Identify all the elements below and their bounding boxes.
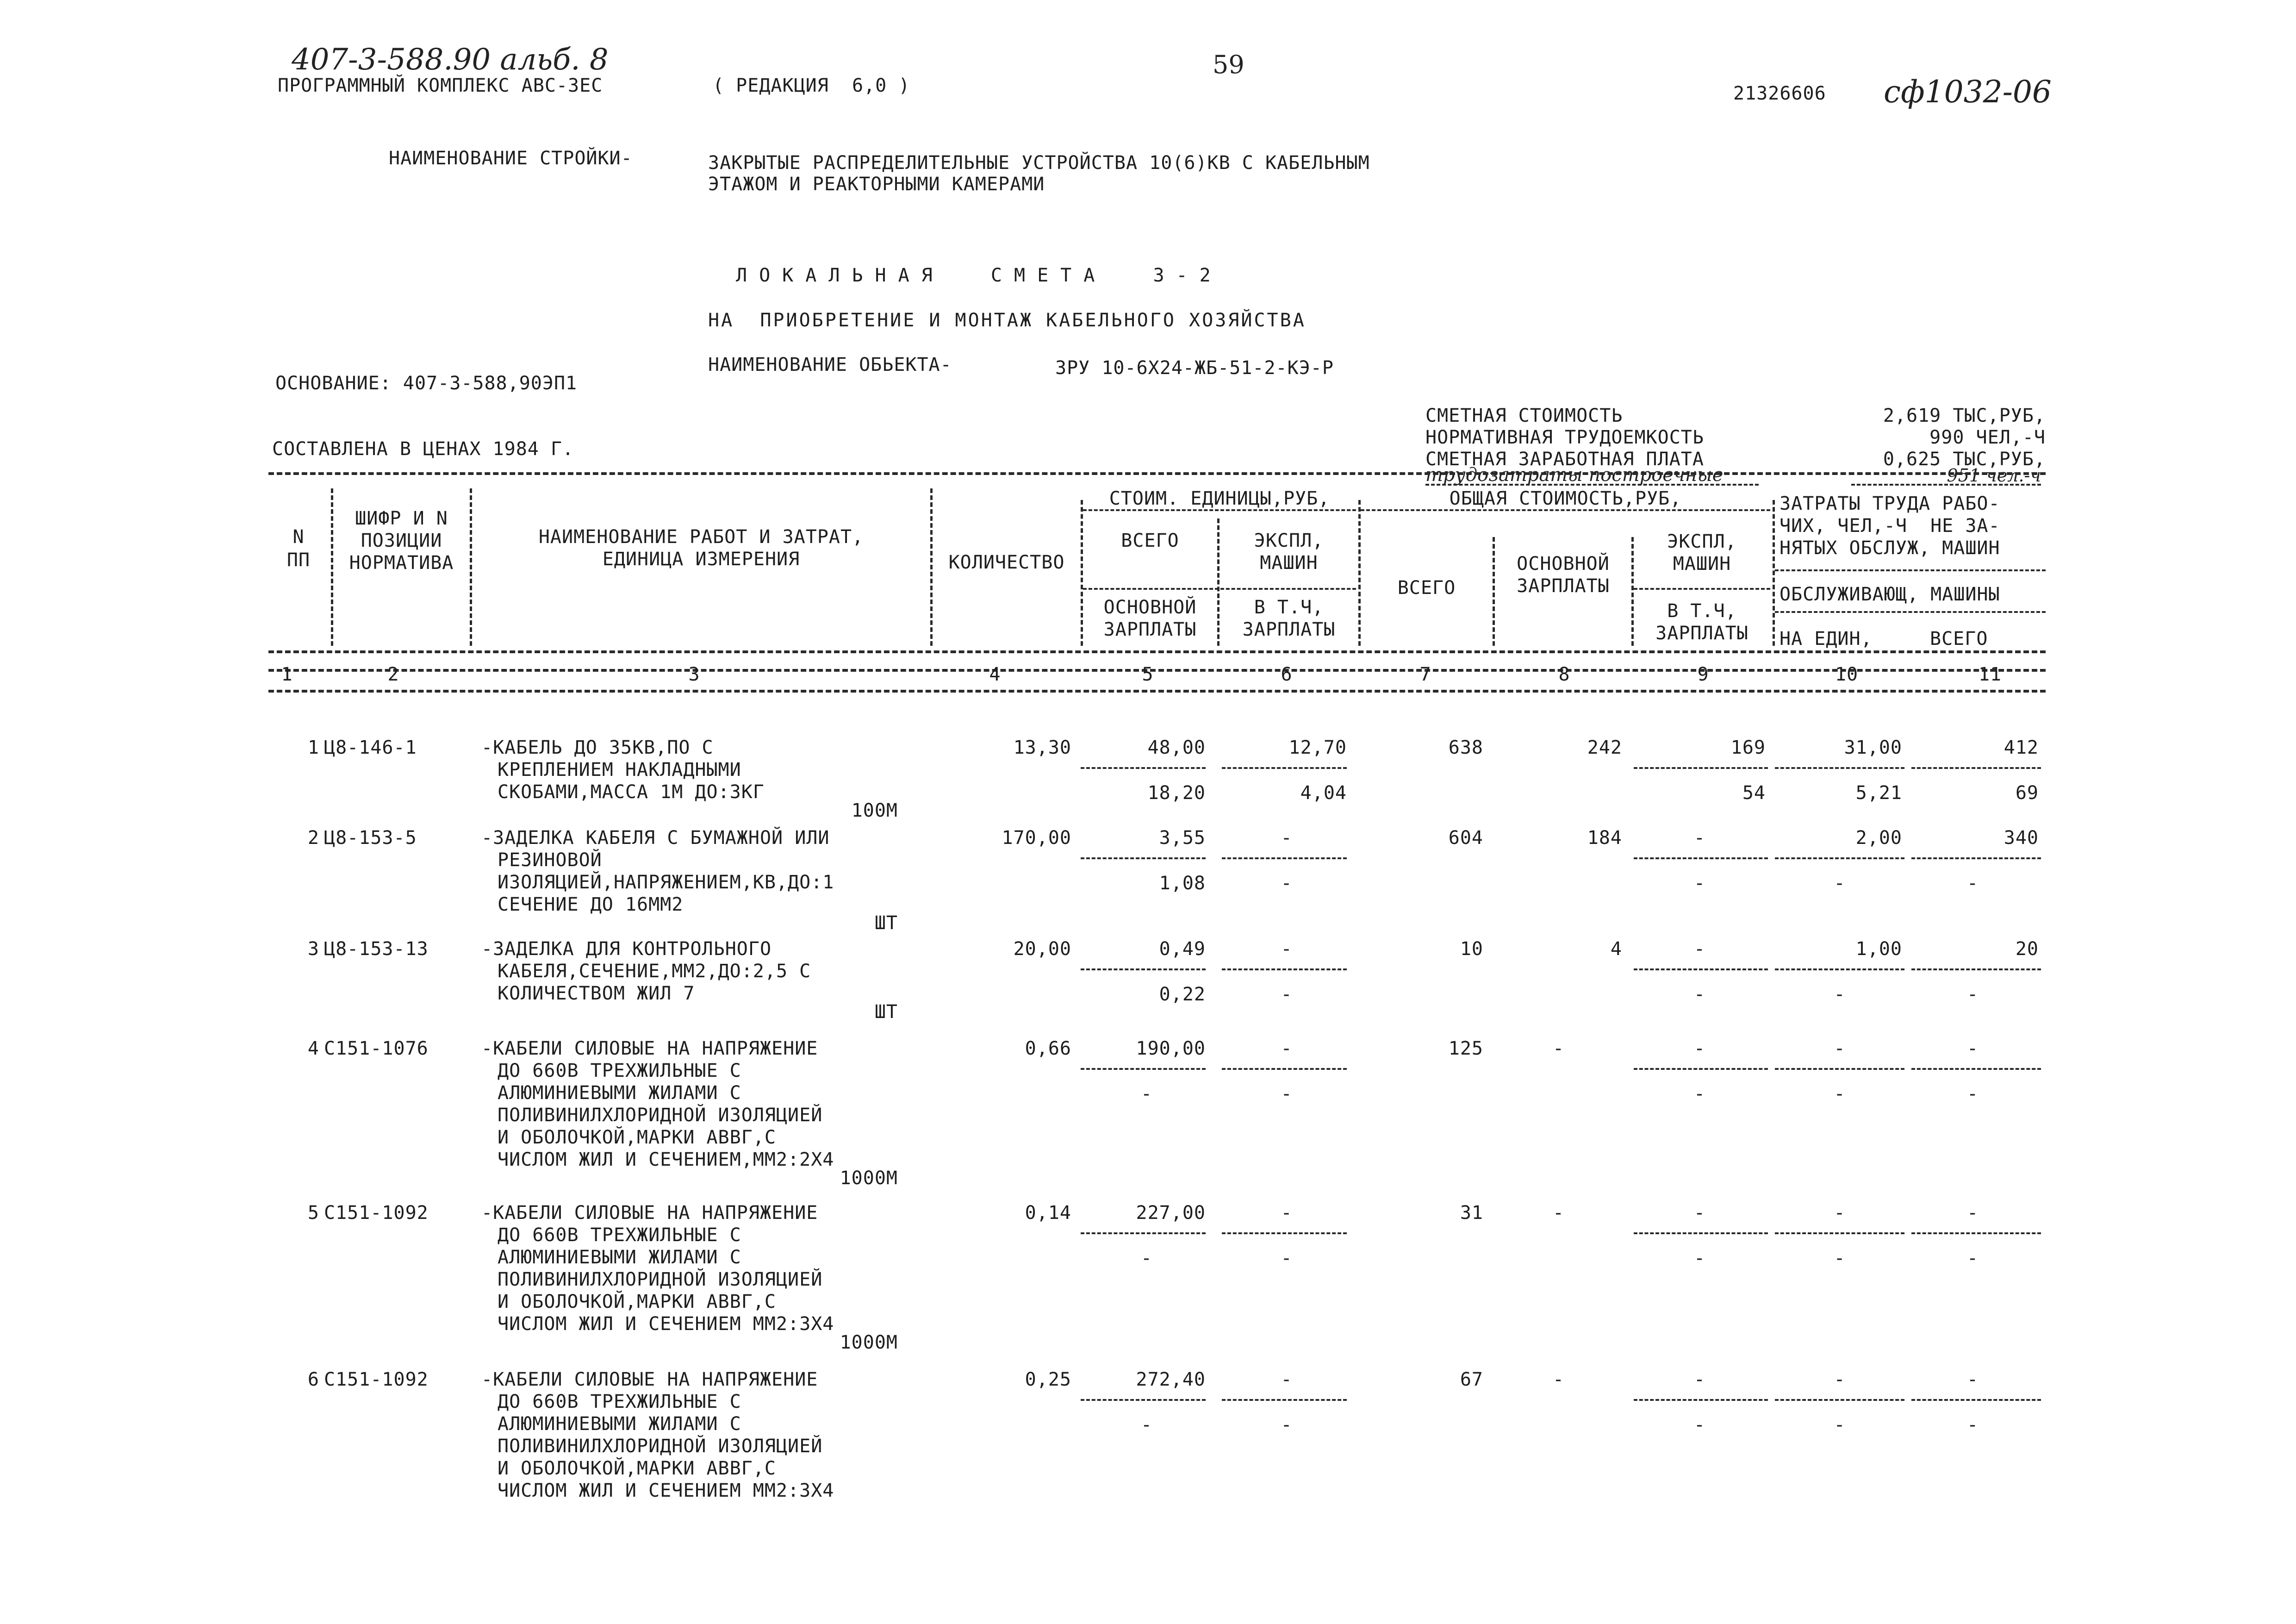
row-labor-unit: 1,00 <box>1855 938 1902 960</box>
row-labor-total-rule <box>1911 968 2041 970</box>
row-mach-labor-unit: - <box>1834 1083 1846 1105</box>
row-labor-unit-rule <box>1775 1068 1904 1070</box>
labor-head-line2: ЧИХ, ЧЕЛ,-Ч НЕ ЗА- <box>1780 515 2000 537</box>
row-unit-total: 3,55 <box>1159 827 1206 849</box>
labor-head-total: ВСЕГО <box>1930 628 1988 650</box>
summary-label-cost: СМЕТНАЯ СТОИМОСТЬ <box>1425 405 1623 426</box>
row-labor-unit: 2,00 <box>1855 827 1902 849</box>
row-quantity: 20,00 <box>1013 938 1071 960</box>
row-mach-labor-total: - <box>1966 984 1979 1005</box>
row-unit-mach-rule <box>1222 857 1347 859</box>
row-name-line: -КАБЕЛИ СИЛОВЫЕ НА НАПРЯЖЕНИЕ <box>481 1369 818 1390</box>
row-name-line: ЧИСЛОМ ЖИЛ И СЕЧЕНИЕМ ММ2:3Х4 <box>498 1313 834 1335</box>
col-number-5: 5 <box>1142 664 1154 685</box>
col-number-6: 6 <box>1281 664 1293 685</box>
row-total-wage: - <box>1552 1038 1565 1059</box>
row-total: 67 <box>1460 1369 1483 1390</box>
row-unit-mach-wage: - <box>1281 1083 1293 1105</box>
col-number-3: 3 <box>688 664 700 685</box>
header-numbers-rule-2 <box>268 690 2046 693</box>
row-number: 4 <box>307 1038 319 1059</box>
row-unit-mach-wage: - <box>1281 1414 1293 1436</box>
row-name-line: И ОБОЛОЧКОЙ,МАРКИ АВВГ,С <box>498 1458 776 1479</box>
row-total-mach-wage: - <box>1693 1414 1706 1436</box>
unit-cost-mid-rule <box>1083 588 1356 590</box>
total-cost-underline <box>1361 509 1770 511</box>
row-unit-rule <box>1081 968 1206 970</box>
summary-value-handwritten: 951 чел.-ч <box>1947 465 2041 486</box>
col4-head: КОЛИЧЕСТВО <box>948 552 1065 573</box>
col5-head-wage2: ЗАРПЛАТЫ <box>1103 619 1197 640</box>
row-total-machines: - <box>1693 1038 1706 1059</box>
row-number: 2 <box>307 827 319 849</box>
row-number: 1 <box>307 737 319 758</box>
page-number: 59 <box>1213 50 1244 79</box>
estimate-title: ЛОКАЛЬНАЯ СМЕТА 3-2 <box>736 265 1223 286</box>
labor-head-line4: ОБСЛУЖИВАЮЩ, МАШИНЫ <box>1780 584 2000 605</box>
col2-head-line2: ПОЗИЦИИ <box>361 530 442 551</box>
project-label: НАИМЕНОВАНИЕ СТРОЙКИ- <box>389 148 633 169</box>
row-unit-machines: - <box>1281 1038 1293 1059</box>
row-unit-mach-wage: - <box>1281 873 1293 894</box>
row-unit-wage: 18,20 <box>1147 782 1206 804</box>
row-unit-machines: - <box>1281 1369 1293 1390</box>
summary-value-cost: 2,619 ТЫС,РУБ, <box>1883 405 2046 426</box>
estimate-basis: ОСНОВАНИЕ: 407-3-588,90ЭП1 <box>275 373 578 394</box>
row-labor-unit-rule <box>1775 767 1904 769</box>
row-total-mach-rule <box>1634 767 1768 769</box>
labor-head-per-unit: НА ЕДИН, <box>1780 628 1873 650</box>
col6-head-line3: В Т.Ч, <box>1254 597 1324 618</box>
col5-head-total: ВСЕГО <box>1121 530 1179 551</box>
row-labor-total: - <box>1966 1038 1979 1059</box>
row-unit-wage: 0,22 <box>1159 984 1206 1005</box>
col8-head-line2: ЗАРПЛАТЫ <box>1517 575 1610 597</box>
row-labor-unit-rule <box>1775 857 1904 859</box>
row-total: 638 <box>1448 737 1483 758</box>
col-divider-9 <box>1773 500 1775 646</box>
row-code: С151-1076 <box>324 1038 429 1059</box>
project-name-line1: ЗАКРЫТЫЕ РАСПРЕДЕЛИТЕЛЬНЫЕ УСТРОЙСТВА 10(6)КВ С КАБЕЛЬНЫМ <box>708 152 1370 174</box>
row-name-line: ДО 660В ТРЕХЖИЛЬНЫЕ С <box>498 1060 741 1081</box>
row-labor-total: 412 <box>2004 737 2039 758</box>
row-total-wage: 4 <box>1610 938 1622 960</box>
col9-head-line1: ЭКСПЛ, <box>1667 531 1737 552</box>
row-name-line: -КАБЕЛЬ ДО 35КВ,ПО С <box>481 737 714 758</box>
row-unit-machines: 12,70 <box>1288 737 1347 758</box>
summary-underline-values <box>1851 484 2041 486</box>
row-total-mach-rule <box>1634 1232 1768 1234</box>
program-name: ПРОГРАММНЫЙ КОМПЛЕКС АВС-3ЕС <box>278 75 603 96</box>
row-unit: 1000М <box>840 1168 898 1189</box>
col-number-8: 8 <box>1558 664 1570 685</box>
row-total: 125 <box>1448 1038 1483 1059</box>
object-label: НАИМЕНОВАНИЕ ОБЬЕКТА- <box>708 354 952 375</box>
col7-head: ВСЕГО <box>1397 577 1456 599</box>
col-divider-2 <box>470 488 472 646</box>
col1-head-line1: N <box>292 526 305 548</box>
row-quantity: 0,66 <box>1025 1038 1071 1059</box>
row-unit-wage: - <box>1140 1248 1153 1269</box>
total-cost-group-head: ОБЩАЯ СТОИМОСТЬ,РУБ, <box>1449 488 1682 509</box>
row-quantity: 0,25 <box>1025 1369 1071 1390</box>
col9-head-line2: МАШИН <box>1673 553 1731 575</box>
row-name-line: ДО 660В ТРЕХЖИЛЬНЫЕ С <box>498 1224 741 1246</box>
row-labor-total-rule <box>1911 767 2041 769</box>
row-unit-mach-rule <box>1222 767 1347 769</box>
row-total-mach-rule <box>1634 1068 1768 1070</box>
row-total-mach-rule <box>1634 1399 1768 1401</box>
row-unit-total: 272,40 <box>1136 1369 1206 1390</box>
row-name-line: ЧИСЛОМ ЖИЛ И СЕЧЕНИЕМ ММ2:3Х4 <box>498 1480 834 1501</box>
col-divider-1 <box>331 488 333 646</box>
col-number-11: 11 <box>1978 664 2002 685</box>
row-unit-mach-rule <box>1222 1399 1347 1401</box>
row-labor-unit: - <box>1834 1369 1846 1390</box>
unit-cost-underline <box>1083 509 1356 511</box>
row-labor-total: - <box>1966 1369 1979 1390</box>
row-unit-rule <box>1081 1232 1206 1234</box>
row-mach-labor-total: - <box>1966 873 1979 894</box>
row-labor-unit-rule <box>1775 1232 1904 1234</box>
row-unit-wage: - <box>1140 1414 1153 1436</box>
row-mach-labor-unit: 5,21 <box>1855 782 1902 804</box>
col-number-7: 7 <box>1419 664 1431 685</box>
row-unit-mach-wage: 4,04 <box>1300 782 1347 804</box>
summary-value-wage: 0,625 ТЫС,РУБ, <box>1883 449 2046 470</box>
labor-head-line1: ЗАТРАТЫ ТРУДА РАБО- <box>1780 493 2000 514</box>
row-unit-rule <box>1081 767 1206 769</box>
row-name-line: КАБЕЛЯ,СЕЧЕНИЕ,ММ2,ДО:2,5 С <box>498 961 811 982</box>
row-unit-machines: - <box>1281 938 1293 960</box>
row-name-line: И ОБОЛОЧКОЙ,МАРКИ АВВГ,С <box>498 1127 776 1148</box>
row-mach-labor-unit: - <box>1834 984 1846 1005</box>
summary-value-labor: 990 ЧЕЛ,-Ч <box>1929 427 2046 448</box>
row-total-wage: 184 <box>1587 827 1622 849</box>
col6-head-line1: ЭКСПЛ, <box>1254 530 1324 551</box>
row-total-mach-wage: - <box>1693 873 1706 894</box>
col3-head-line1: НАИМЕНОВАНИЕ РАБОТ И ЗАТРАТ, <box>538 526 864 548</box>
row-name-line: ДО 660В ТРЕХЖИЛЬНЫЕ С <box>498 1391 741 1412</box>
total-mach-mid-rule <box>1634 588 1770 590</box>
row-quantity: 13,30 <box>1013 737 1071 758</box>
row-total-machines: - <box>1693 827 1706 849</box>
row-unit-rule <box>1081 857 1206 859</box>
row-name-line: ИЗОЛЯЦИЕЙ,НАПРЯЖЕНИЕМ,КВ,ДО:1 <box>498 872 834 893</box>
row-total-mach-wage: - <box>1693 984 1706 1005</box>
row-quantity: 170,00 <box>1002 827 1071 849</box>
row-mach-labor-total: - <box>1966 1083 1979 1105</box>
row-unit-total: 190,00 <box>1136 1038 1206 1059</box>
row-name-line: ПОЛИВИНИЛХЛОРИДНОЙ ИЗОЛЯЦИЕЙ <box>498 1436 823 1457</box>
row-total-mach-wage: - <box>1693 1083 1706 1105</box>
row-code: Ц8-153-5 <box>324 827 417 849</box>
row-labor-total: 20 <box>2015 938 2039 960</box>
col-number-1: 1 <box>281 664 293 685</box>
row-total-machines: - <box>1693 1202 1706 1224</box>
row-mach-labor-total: - <box>1966 1248 1979 1269</box>
labor-lower-rule <box>1775 611 2046 613</box>
row-name-line: ЧИСЛОМ ЖИЛ И СЕЧЕНИЕМ,ММ2:2Х4 <box>498 1149 834 1170</box>
program-edition: ( РЕДАКЦИЯ 6,0 ) <box>713 75 910 96</box>
col-number-10: 10 <box>1835 664 1859 685</box>
row-unit: 1000М <box>840 1332 898 1353</box>
row-total-machines: - <box>1693 938 1706 960</box>
row-unit-total: 0,49 <box>1159 938 1206 960</box>
col-number-2: 2 <box>387 664 399 685</box>
row-labor-total-rule <box>1911 857 2041 859</box>
row-total: 31 <box>1460 1202 1483 1224</box>
row-total-wage: - <box>1552 1202 1565 1224</box>
col-divider-6 <box>1358 500 1361 646</box>
row-total-mach-wage: 54 <box>1742 782 1766 804</box>
row-labor-total-rule <box>1911 1068 2041 1070</box>
row-number: 3 <box>307 938 319 960</box>
row-labor-total: - <box>1966 1202 1979 1224</box>
row-total: 10 <box>1460 938 1483 960</box>
row-name-line: СКОБАМИ,МАССА 1М ДО:3КГ <box>498 781 765 803</box>
object-name: ЗРУ 10-6Х24-ЖБ-51-2-КЭ-Р <box>1055 357 1334 379</box>
row-labor-unit: 31,00 <box>1844 737 1902 758</box>
row-mach-labor-unit: - <box>1834 1248 1846 1269</box>
row-unit-mach-wage: - <box>1281 1248 1293 1269</box>
row-labor-unit: - <box>1834 1038 1846 1059</box>
row-unit-mach-rule <box>1222 968 1347 970</box>
col-number-4: 4 <box>989 664 1001 685</box>
project-name-line2: ЭТАЖОМ И РЕАКТОРНЫМИ КАМЕРАМИ <box>708 174 1045 195</box>
table-top-rule <box>268 472 2046 475</box>
row-unit-total: 227,00 <box>1136 1202 1206 1224</box>
estimate-subtitle: НА ПРИОБРЕТЕНИЕ И МОНТАЖ КАБЕЛЬНОГО ХОЗЯЙСТВА <box>708 310 1306 331</box>
col6-head-line2: МАШИН <box>1260 552 1318 574</box>
row-total-wage: - <box>1552 1369 1565 1390</box>
row-name-line: АЛЮМИНИЕВЫМИ ЖИЛАМИ С <box>498 1413 741 1435</box>
row-name-line: -КАБЕЛИ СИЛОВЫЕ НА НАПРЯЖЕНИЕ <box>481 1202 818 1224</box>
row-name-line: АЛЮМИНИЕВЫМИ ЖИЛАМИ С <box>498 1247 741 1268</box>
row-unit: 100М <box>851 800 898 821</box>
handwritten-album-note: 407-3-588.90 альб. 8 <box>292 43 609 77</box>
row-name-line: КОЛИЧЕСТВОМ ЖИЛ 7 <box>498 983 695 1004</box>
summary-label-labor: НОРМАТИВНАЯ ТРУДОЕМКОСТЬ <box>1425 427 1704 448</box>
row-mach-labor-total: - <box>1966 1414 1979 1436</box>
row-code: С151-1092 <box>324 1369 429 1390</box>
row-unit-wage: 1,08 <box>1159 873 1206 894</box>
summary-underline <box>1425 484 1759 486</box>
row-number: 6 <box>307 1369 319 1390</box>
unit-cost-group-head: СТОИМ. ЕДИНИЦЫ,РУБ, <box>1109 488 1330 509</box>
row-code: С151-1092 <box>324 1202 429 1224</box>
col2-head-line3: НОРМАТИВА <box>349 552 454 574</box>
document-code: 21326606 <box>1733 83 1826 104</box>
labor-mid-rule <box>1775 569 2046 571</box>
row-code: Ц8-146-1 <box>324 737 417 758</box>
row-name-line: АЛЮМИНИЕВЫМИ ЖИЛАМИ С <box>498 1082 741 1104</box>
col2-head-line1: ШИФР И N <box>355 508 448 529</box>
row-name-line: ПОЛИВИНИЛХЛОРИДНОЙ ИЗОЛЯЦИЕЙ <box>498 1269 823 1290</box>
row-total-mach-rule <box>1634 857 1768 859</box>
row-name-line: КРЕПЛЕНИЕМ НАКЛАДНЫМИ <box>498 759 741 781</box>
row-name-line: И ОБОЛОЧКОЙ,МАРКИ АВВГ,С <box>498 1291 776 1312</box>
row-labor-total: 340 <box>2004 827 2039 849</box>
col3-head-line2: ЕДИНИЦА ИЗМЕРЕНИЯ <box>602 549 800 570</box>
row-total-mach-wage: - <box>1693 1248 1706 1269</box>
row-code: Ц8-153-13 <box>324 938 429 960</box>
col8-head-line1: ОСНОВНОЙ <box>1517 553 1610 575</box>
row-unit-mach-wage: - <box>1281 984 1293 1005</box>
row-mach-labor-unit: - <box>1834 1414 1846 1436</box>
col1-head-line2: ПП <box>286 550 311 571</box>
row-labor-total-rule <box>1911 1232 2041 1234</box>
row-total-wage: 242 <box>1587 737 1622 758</box>
row-unit-mach-rule <box>1222 1232 1347 1234</box>
col9-head-line3: В Т.Ч, <box>1667 600 1737 622</box>
col-number-9: 9 <box>1697 664 1709 685</box>
handwritten-code: сф1032-06 <box>1884 74 2052 110</box>
summary-label-handwritten: трудозатраты построечные <box>1425 464 1724 486</box>
row-unit-total: 48,00 <box>1147 737 1206 758</box>
col9-head-line4: ЗАРПЛАТЫ <box>1655 623 1748 644</box>
row-name-line: -ЗАДЕЛКА КАБЕЛЯ С БУМАЖНОЙ ИЛИ <box>481 827 830 849</box>
row-total-mach-rule <box>1634 968 1768 970</box>
row-quantity: 0,14 <box>1025 1202 1071 1224</box>
header-bottom-rule <box>268 650 2046 653</box>
row-name-line: РЕЗИНОВОЙ <box>498 849 602 871</box>
row-unit-machines: - <box>1281 1202 1293 1224</box>
row-mach-labor-unit: - <box>1834 873 1846 894</box>
row-total-machines: - <box>1693 1369 1706 1390</box>
prices-note: СОСТАВЛЕНА В ЦЕНАХ 1984 Г. <box>272 438 574 460</box>
row-total-machines: 169 <box>1730 737 1766 758</box>
row-number: 5 <box>307 1202 319 1224</box>
row-unit: ШТ <box>874 1001 898 1023</box>
row-total: 604 <box>1448 827 1483 849</box>
row-unit-rule <box>1081 1068 1206 1070</box>
row-name-line: -КАБЕЛИ СИЛОВЫЕ НА НАПРЯЖЕНИЕ <box>481 1038 818 1059</box>
row-unit: ШТ <box>874 912 898 934</box>
summary-label-wage: СМЕТНАЯ ЗАРАБОТНАЯ ПЛАТА <box>1425 449 1704 470</box>
labor-head-line3: НЯТЫХ ОБСЛУЖ, МАШИН <box>1780 537 2000 559</box>
row-labor-unit: - <box>1834 1202 1846 1224</box>
row-name-line: СЕЧЕНИЕ ДО 16ММ2 <box>498 894 684 915</box>
row-labor-total-rule <box>1911 1399 2041 1401</box>
row-unit-rule <box>1081 1399 1206 1401</box>
col-divider-5 <box>1217 518 1220 646</box>
row-labor-unit-rule <box>1775 1399 1904 1401</box>
row-name-line: -ЗАДЕЛКА ДЛЯ КОНТРОЛЬНОГО <box>481 938 772 960</box>
row-name-line: ПОЛИВИНИЛХЛОРИДНОЙ ИЗОЛЯЦИЕЙ <box>498 1105 823 1126</box>
col6-head-line4: ЗАРПЛАТЫ <box>1242 619 1336 640</box>
row-labor-unit-rule <box>1775 968 1904 970</box>
col5-head-wage1: ОСНОВНОЙ <box>1103 597 1197 618</box>
row-unit-machines: - <box>1281 827 1293 849</box>
row-unit-mach-rule <box>1222 1068 1347 1070</box>
row-mach-labor-total: 69 <box>2015 782 2039 804</box>
row-unit-wage: - <box>1140 1083 1153 1105</box>
